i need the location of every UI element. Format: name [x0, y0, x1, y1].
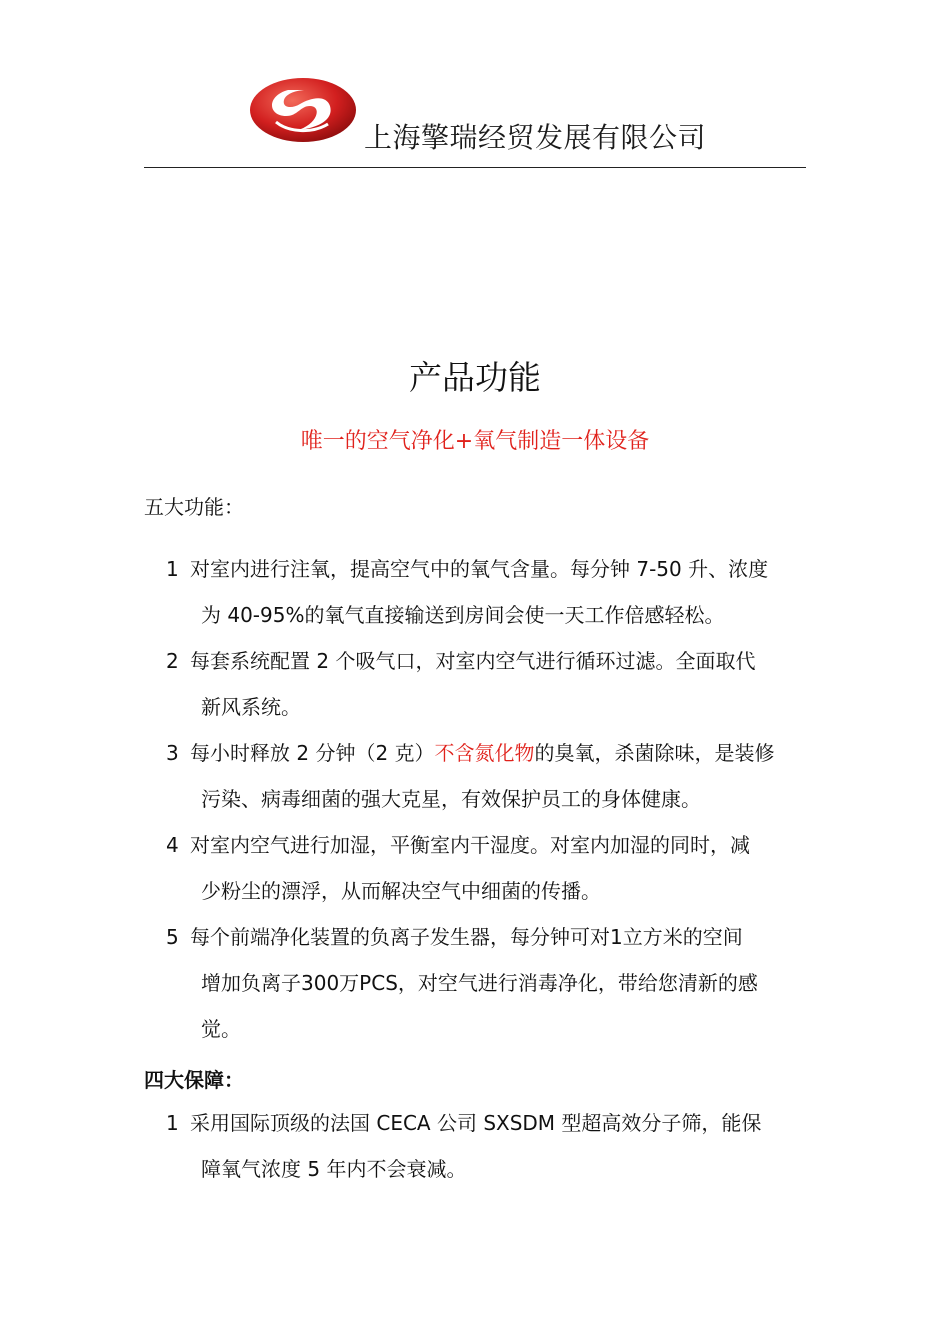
page-subtitle: 唯一的空气净化+氧气制造一体设备: [300, 429, 650, 454]
page-title: 产品功能: [409, 358, 541, 397]
item-text-line: 为 40-95%的氧气直接输送到房间会使一天工作倍感轻松。: [201, 603, 725, 627]
four-guarantees-heading: 四大保障：: [144, 1068, 244, 1092]
item-text-line: 每个前端净化装置的负离子发生器，每分钟可对1立方米的空间: [190, 925, 743, 949]
item-text-part: 的臭氧，杀菌除味，是装修: [534, 741, 775, 765]
item-text-line: [190, 730, 775, 776]
item-number: 2: [166, 649, 179, 673]
item-text-line: 增加负离子300万PCS，对空气进行消毒净化，带给您清新的感: [201, 971, 758, 995]
item-number: 3: [166, 741, 179, 765]
item-text-line: 少粉尘的漂浮，从而解决空气中细菌的传播。: [201, 879, 601, 903]
item-text-line: 对室内空气进行加湿，平衡室内干湿度。对室内加湿的同时，减: [190, 833, 750, 857]
item-number: 1: [166, 557, 179, 581]
item-text-line: 障氧气浓度 5 年内不会衰减。: [201, 1157, 467, 1181]
item-text-line: 每套系统配置 2 个吸气口，对室内空气进行循环过滤。全面取代: [190, 649, 756, 673]
company-logo-icon: [248, 76, 358, 144]
letterhead: [144, 70, 806, 168]
item-text-line: 新风系统。: [201, 695, 301, 719]
company-name: 上海擎瑞经贸发展有限公司: [364, 121, 707, 154]
item-text-line: 采用国际顶级的法国 CECA 公司 SXSDM 型超高效分子筛，能保: [190, 1111, 762, 1135]
highlighted-text: 不含氮化物: [434, 741, 535, 765]
item-number: 1: [166, 1111, 179, 1135]
item-text-part: 每小时释放 2 分钟（2 克）: [190, 741, 435, 765]
header-divider: [144, 167, 806, 168]
five-functions-heading: 五大功能：: [144, 495, 244, 519]
item-number: 4: [166, 833, 179, 857]
item-text-line: 觉。: [201, 1017, 241, 1041]
item-text-line: 污染、病毒细菌的强大克星，有效保护员工的身体健康。: [201, 787, 701, 811]
item-text-line: 对室内进行注氧，提高空气中的氧气含量。每分钟 7-50 升、浓度: [190, 557, 769, 581]
item-number: 5: [166, 925, 179, 949]
